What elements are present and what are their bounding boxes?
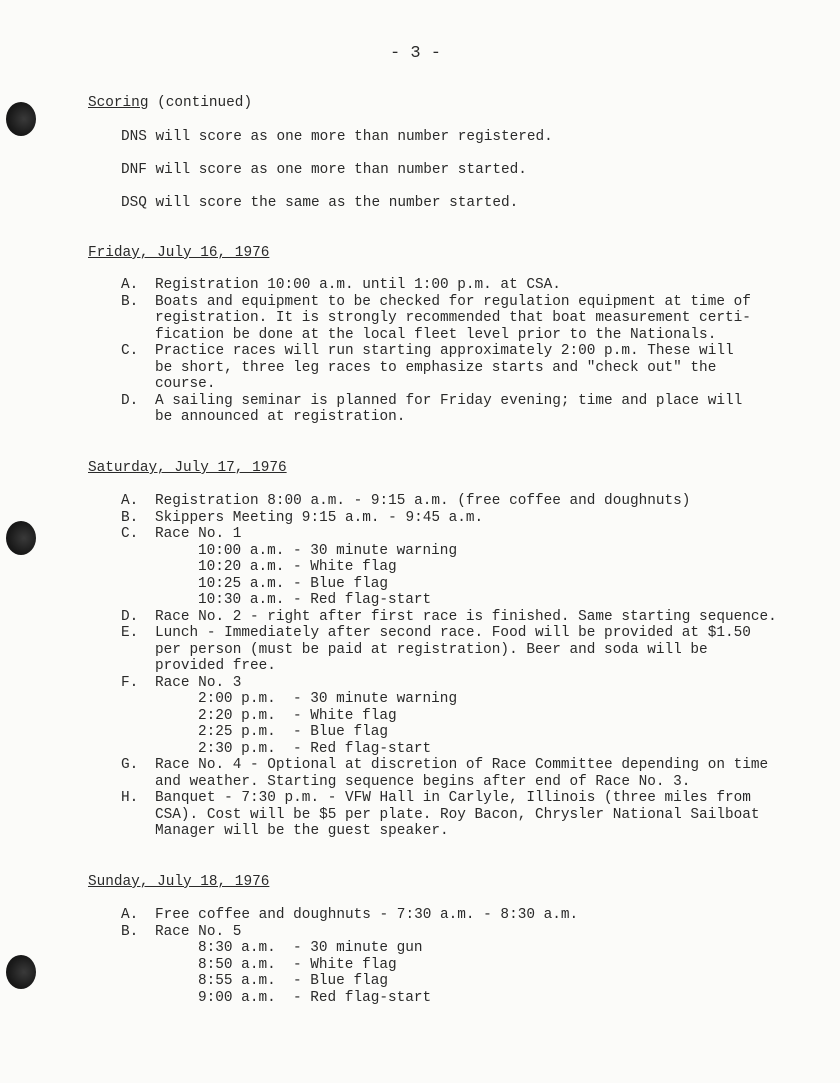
item-letter: C. <box>121 526 139 542</box>
scoring-line: DNF will score as one more than number started. <box>121 162 527 178</box>
item-letter: D. <box>121 608 139 625</box>
item-line: fication be done at the local fleet level prior to the Nationals. <box>155 326 717 343</box>
list-item <box>121 907 833 924</box>
item-line: Free coffee and doughnuts - 7:30 a.m. - 8:30 a.m. <box>155 907 579 923</box>
punch-hole <box>6 521 36 555</box>
list-item <box>121 393 833 426</box>
scoring-lines <box>121 129 553 228</box>
page-number: - 3 - <box>390 44 442 63</box>
list-item <box>121 510 833 527</box>
item-line: per person (must be paid at registration). Beer and soda will be <box>155 641 708 658</box>
schedule-line: 2:25 p.m. - Blue flag <box>198 724 388 740</box>
list-item <box>121 343 833 393</box>
list-item <box>121 493 833 510</box>
item-line: Skippers Meeting 9:15 a.m. - 9:45 a.m. <box>155 509 484 526</box>
list-item <box>121 757 833 790</box>
item-line: Banquet - 7:30 p.m. - VFW Hall in Carlyle, Illinois (three miles from <box>155 790 751 806</box>
sunday-items <box>121 907 833 1006</box>
list-item <box>121 675 833 758</box>
punch-hole <box>6 955 36 989</box>
list-item <box>121 294 833 344</box>
schedule-line: 2:30 p.m. - Red flag-start <box>198 740 432 757</box>
item-letter: A. <box>121 907 139 923</box>
item-line: registration. It is strongly recommended that boat measurement certi- <box>155 310 751 326</box>
schedule-line: 2:00 p.m. - 30 minute warning <box>198 691 458 707</box>
scoring-section <box>88 95 252 112</box>
schedule-line: 8:50 a.m. - White flag <box>198 956 397 973</box>
item-line: Race No. 4 - Optional at discretion of Race Committee depending on time <box>155 757 769 773</box>
list-item <box>121 526 833 609</box>
item-letter: B. <box>121 923 139 940</box>
item-line: provided free. <box>155 658 276 674</box>
schedule-line: 8:55 a.m. - Blue flag <box>198 973 388 989</box>
list-item <box>121 277 833 294</box>
item-line: Lunch - Immediately after second race. Food will be provided at $1.50 <box>155 625 751 641</box>
scoring-line: DNS will score as one more than number registered. <box>121 129 553 145</box>
item-letter: A. <box>121 277 139 293</box>
item-letter: E. <box>121 625 139 641</box>
schedule-line: 2:20 p.m. - White flag <box>198 707 397 724</box>
friday-heading: Friday, July 16, 1976 <box>88 245 270 261</box>
item-line: course. <box>155 376 216 392</box>
item-letter: B. <box>121 509 139 526</box>
item-line: Race No. 3 <box>155 674 242 691</box>
punch-hole <box>6 102 36 136</box>
item-line: Manager will be the guest speaker. <box>155 823 449 839</box>
item-line: and weather. Starting sequence begins after end of Race No. 3. <box>155 773 691 790</box>
item-line: A sailing seminar is planned for Friday evening; time and place will <box>155 392 743 409</box>
schedule-line: 9:00 a.m. - Red flag-start <box>198 989 432 1006</box>
list-item <box>121 924 833 1007</box>
list-item <box>121 625 833 675</box>
schedule-line: 10:20 a.m. - White flag <box>198 559 397 575</box>
list-item <box>121 609 833 626</box>
item-line: Registration 10:00 a.m. until 1:00 p.m. at CSA. <box>155 277 561 293</box>
friday-section <box>88 245 269 262</box>
item-line: Race No. 1 <box>155 526 242 542</box>
item-letter: G. <box>121 757 139 773</box>
saturday-heading: Saturday, July 17, 1976 <box>88 460 287 476</box>
item-line: Boats and equipment to be checked for regulation equipment at time of <box>155 293 751 310</box>
scoring-heading-text: Scoring <box>88 95 149 111</box>
item-letter: D. <box>121 392 139 409</box>
schedule-line: 10:30 a.m. - Red flag-start <box>198 592 432 608</box>
item-letter: B. <box>121 293 139 310</box>
scoring-line: DSQ will score the same as the number started. <box>121 195 519 211</box>
schedule-line: 10:00 a.m. - 30 minute warning <box>198 542 458 559</box>
scoring-heading <box>88 95 252 112</box>
item-line: CSA). Cost will be $5 per plate. Roy Bacon, Chrysler National Sailboat <box>155 806 760 823</box>
item-line: Practice races will run starting approximately 2:00 p.m. These will <box>155 343 734 359</box>
item-line: be short, three leg races to emphasize starts and "check out" the <box>155 359 717 376</box>
item-line: Race No. 2 - right after first race is finished. Same starting sequence. <box>155 608 777 625</box>
list-item <box>121 790 833 840</box>
saturday-section <box>88 460 287 477</box>
item-letter: C. <box>121 343 139 359</box>
scoring-heading-suffix: (continued) <box>148 95 253 111</box>
sunday-section <box>88 874 269 891</box>
sunday-heading: Sunday, July 18, 1976 <box>88 874 270 890</box>
item-line: be announced at registration. <box>155 409 406 425</box>
item-letter: F. <box>121 674 139 691</box>
item-line: Race No. 5 <box>155 923 242 940</box>
item-line: Registration 8:00 a.m. - 9:15 a.m. (free coffee and doughnuts) <box>155 493 691 509</box>
schedule-line: 10:25 a.m. - Blue flag <box>198 575 388 592</box>
saturday-items <box>121 493 833 840</box>
schedule-line: 8:30 a.m. - 30 minute gun <box>198 940 423 956</box>
item-letter: A. <box>121 493 139 509</box>
friday-items <box>121 277 833 426</box>
item-letter: H. <box>121 790 139 806</box>
